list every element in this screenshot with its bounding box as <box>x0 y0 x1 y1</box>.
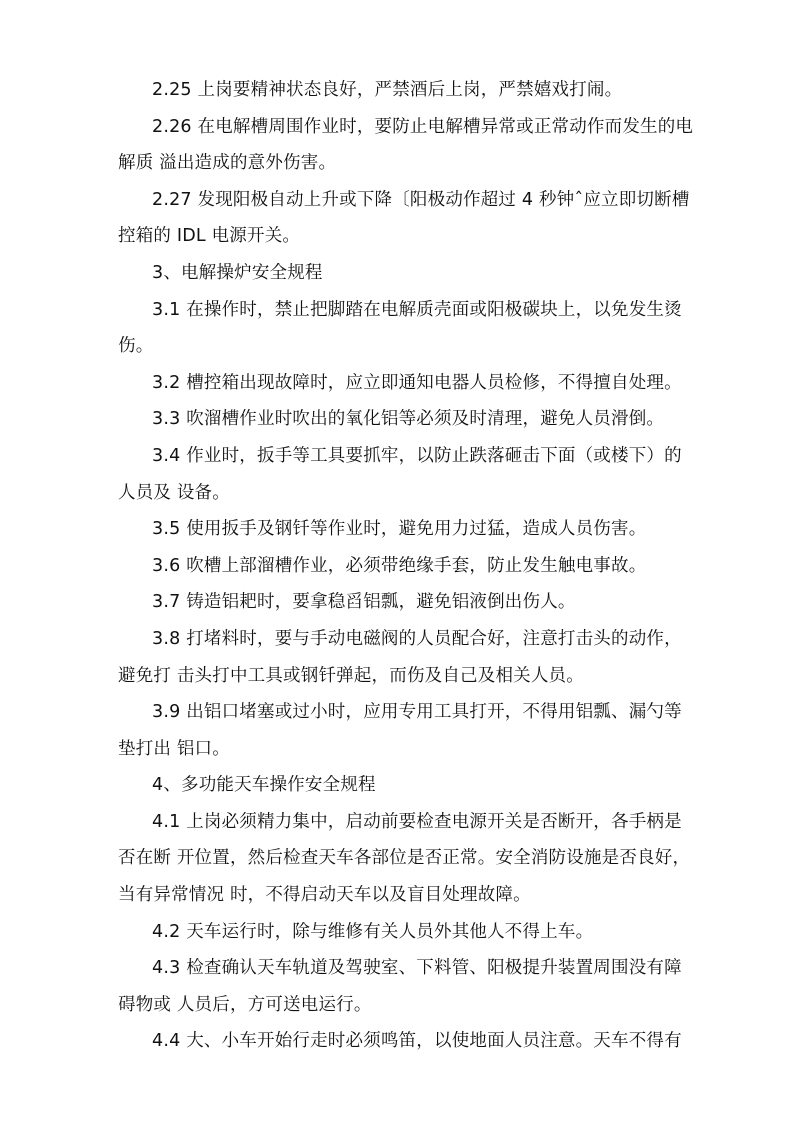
text-line: 否在断 开位置，然后检查天车各部位是否正常。安全消防设施是否良好， <box>118 848 691 869</box>
text-line: 3.9 出铝口堵塞或过小时，应用专用工具打开，不得用铝瓢、漏勺等 <box>152 702 682 723</box>
text-line: 4.3 检查确认天车轨道及驾驶室、下料管、阳极提升装置周围没有障 <box>152 958 682 979</box>
text-line: 当有异常情况 时，不得启动天车以及盲目处理故障。 <box>118 885 531 906</box>
text-line: 垫打出 铝口。 <box>118 738 230 759</box>
text-line: 2.25 上岗要精神状态良好，严禁酒后上岗，严禁嬉戏打闹。 <box>152 80 623 100</box>
document-body <box>118 72 722 1060</box>
text-line: 避免打 击头打中工具或钢钎弹起，而伤及自己及相关人员。 <box>118 665 584 686</box>
text-line: 3.2 槽控箱出现故障时，应立即通知电器人员检修，不得擅自处理。 <box>152 372 682 393</box>
text-line: 4、多功能天车操作安全规程 <box>152 775 376 796</box>
text-line: 3.6 吹槽上部溜槽作业，必须带绝缘手套，防止发生触电事故。 <box>152 555 647 576</box>
text-line: 解质 溢出造成的意外伤害。 <box>118 153 337 174</box>
text-line: 4.2 天车运行时，除与维修有关人员外其他人不得上车。 <box>152 921 594 942</box>
text-line: 2.27 发现阳极自动上升或下降〔阳极动作超过 4 秒钟ˆ应立即切断槽 <box>152 189 690 210</box>
text-line: 2.26 在电解槽周围作业时，要防止电解槽异常或正常动作而发生的电 <box>152 116 694 137</box>
text-line: 控箱的 IDL 电源开关。 <box>118 226 301 247</box>
text-line: 3.1 在操作时，禁止把脚踏在电解质壳面或阳极碳块上，以免发生烫 <box>152 299 682 320</box>
text-line: 3.5 使用扳手及钢钎等作业时，避免用力过猛，造成人员伤害。 <box>152 519 647 540</box>
text-line: 4.1 上岗必须精力集中，启动前要检查电源开关是否断开，各手柄是 <box>152 811 682 832</box>
text-line: 人员及 设备。 <box>118 482 230 503</box>
text-line: 3.7 铸造铝耙时，要拿稳舀铝瓢，避免铝液倒出伤人。 <box>152 592 576 613</box>
text-line: 碍物或 人员后，方可送电运行。 <box>118 994 372 1015</box>
text-line: 3.3 吹溜槽作业时吹出的氧化铝等必须及时清理，避免人员滑倒。 <box>152 409 665 430</box>
text-line: 4.4 大、小车开始行走时必须鸣笛，以使地面人员注意。天车不得有 <box>152 1031 682 1052</box>
text-line: 3.4 作业时，扳手等工具要抓牢，以防止跌落砸击下面（或楼下）的 <box>152 445 682 466</box>
text-line: 3、电解操炉安全规程 <box>152 262 323 283</box>
text-line: 伤。 <box>118 336 154 357</box>
text-line: 3.8 打堵料时，要与手动电磁阀的人员配合好，注意打击头的动作， <box>152 628 682 649</box>
